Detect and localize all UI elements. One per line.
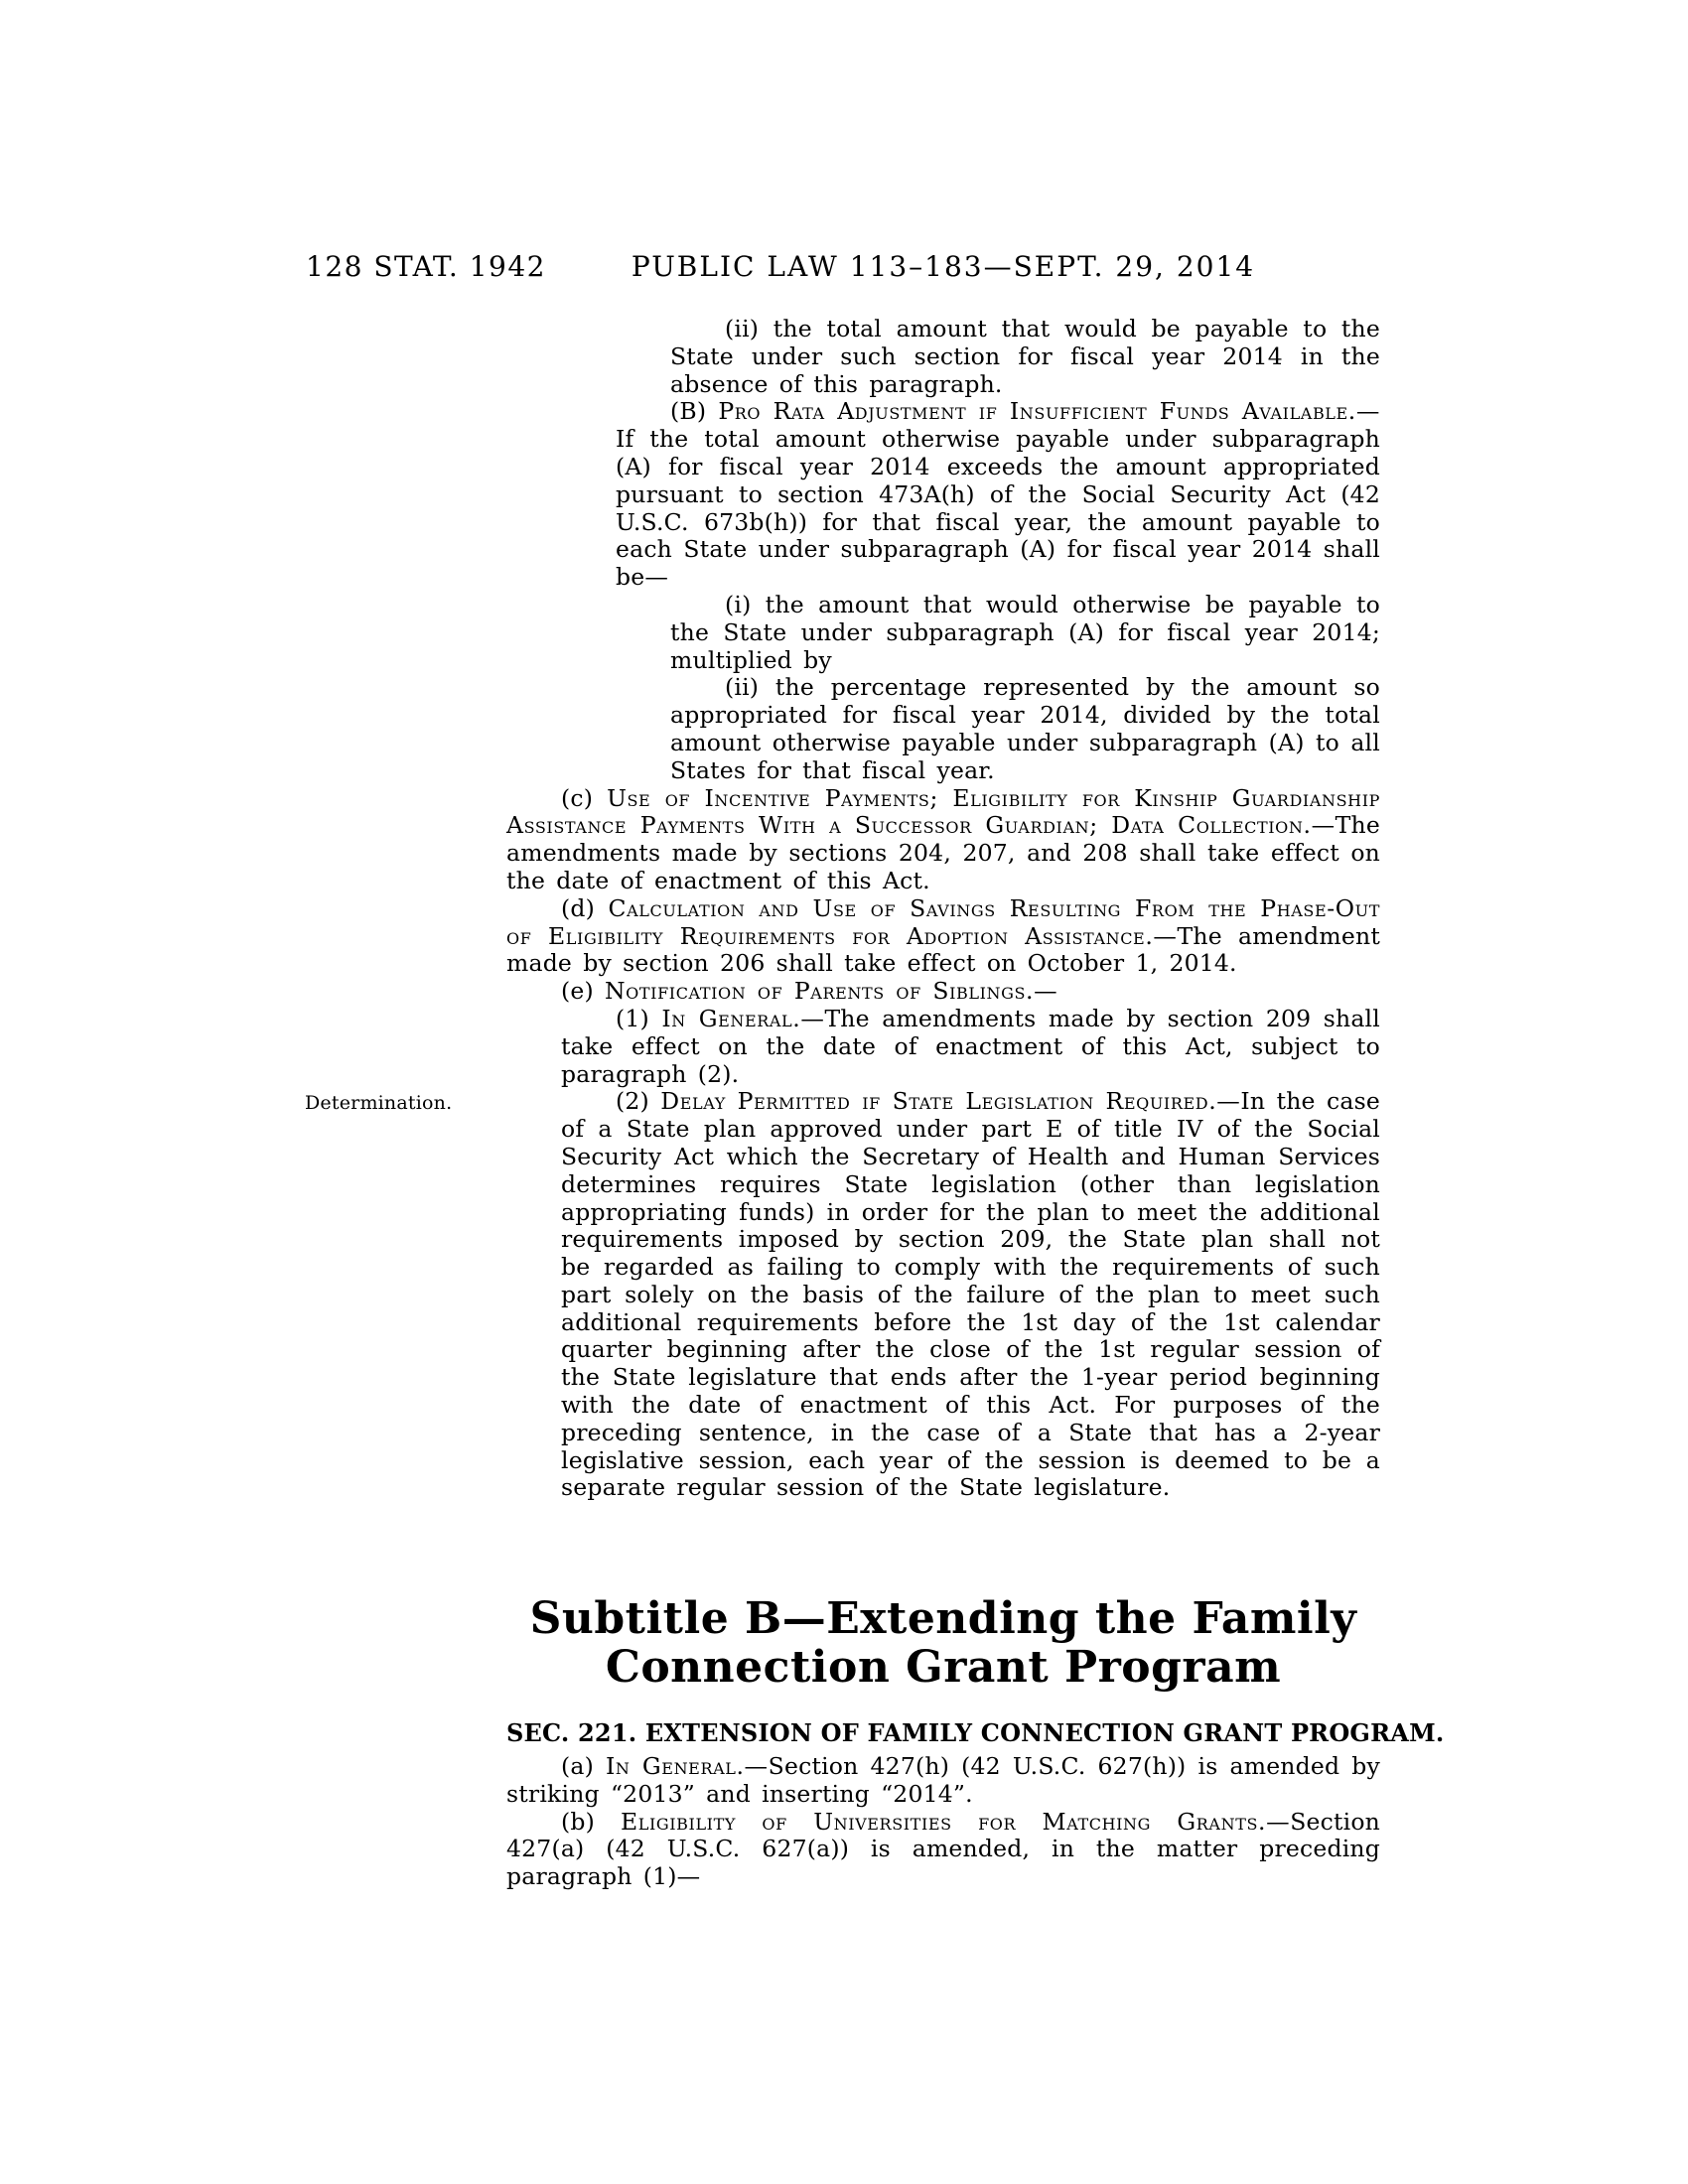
statute-paragraph [506, 1753, 1380, 1809]
text-run: Section 427(a) (42 U.S.C. 627(a)) is amended, in the matter preceding paragraph (1)— [506, 1807, 1381, 1891]
subtitle-heading [506, 1594, 1380, 1692]
text-run: Section 427(h) (42 U.S.C. 627(h)) is amended by striking “2013” and inserting “2014”. [506, 1752, 1380, 1808]
statute-paragraph [506, 1809, 1380, 1891]
text-run: (B) [670, 397, 719, 426]
text-run: (d) [561, 893, 609, 922]
statute-paragraph [305, 1087, 1380, 1502]
text-run: (2) [616, 1087, 661, 1116]
statute-body-upper [305, 315, 1381, 1502]
text-run: (e) [561, 977, 606, 1006]
text-run: (a) [561, 1752, 606, 1780]
statute-paragraph [506, 895, 1380, 978]
margin-note: Determination. [305, 1092, 453, 1115]
statute-paragraph [670, 316, 1380, 398]
small-caps-run: Pro Rata Adjustment if Insufficient Funds Available.— [718, 397, 1380, 426]
statute-paragraph [616, 398, 1380, 592]
text-run: (1) [616, 1004, 662, 1032]
statute-paragraph [670, 674, 1380, 784]
small-caps-run: Eligibility of Universities for Matching Grants.— [620, 1807, 1291, 1836]
public-law-header: PUBLIC LAW 113–183—SEPT. 29, 2014 [631, 250, 1256, 283]
subtitle-heading-line1: Subtitle B—Extending the Family [529, 1593, 1357, 1644]
small-caps-run: Delay Permitted if State Legislation Required.— [660, 1087, 1241, 1116]
text-run: (i) the amount that would otherwise be payable to the State under subparagraph (A) for fiscal year 2014; multiplied by [670, 590, 1380, 674]
statute-body-lower [506, 1753, 1380, 1891]
text-run: If the total amount otherwise payable under subparagraph (A) for fiscal year 2014 exceeds the amount appropriated pursuant to section 473A(h) of the Social Security Act (42 U.S.C. 673b(h)) for that fiscal year, the amount payable to each State under subparagraph (A) for fiscal year 2014 shall be— [616, 425, 1380, 592]
subtitle-heading-line2: Connection Grant Program [605, 1642, 1282, 1693]
text-run: (c) [561, 783, 608, 812]
small-caps-run: Calculation and Use of Savings Resulting From the Phase-Out of Eligibility Requirements for Adoption Assistance.— [506, 893, 1381, 950]
text-run: (ii) the total amount that would be payable to the State under such section for fiscal year 2014 in the absence of this paragraph. [670, 315, 1380, 398]
statute-text-column [305, 315, 1445, 1891]
text-run: The amendments made by sections 204, 207, and 208 shall take effect on the date of enactment of this Act. [506, 811, 1380, 894]
small-caps-run: In General.— [606, 1752, 769, 1780]
text-run: In the case of a State plan approved under part E of title IV of the Social Security Act which the Secretary of Health and Human Services determines requires State legislation (other than legislation appropriating funds) in order for the plan to meet the additional requirements imposed by section 209, the State plan shall not be regarded as failing to comply with the requirements of such part solely on the basis of the failure of the plan to meet such additional requirements before the 1st day of the 1st calendar quarter beginning after the close of the 1st regular session of the State legislature that ends after the 1-year period beginning with the date of enactment of this Act. For purposes of the preceding sentence, in the case of a State that has a 2-year legislative session, each year of the session is deemed to be a separate regular session of the State legislature. [561, 1087, 1380, 1502]
statute-paragraph [506, 978, 1380, 1006]
text-run: (b) [561, 1807, 621, 1836]
statute-paragraph [561, 1006, 1380, 1088]
text-run: The amendment made by section 206 shall take effect on October 1, 2014. [506, 921, 1380, 978]
section-heading: SEC. 221. EXTENSION OF FAMILY CONNECTION GRANT PROGRAM. [506, 1718, 1445, 1747]
text-run: The amendments made by section 209 shall take effect on the date of enactment of this Act, subject to paragraph (2). [561, 1004, 1380, 1088]
small-caps-run: In General.— [661, 1004, 825, 1032]
statute-paragraph [506, 785, 1380, 895]
small-caps-run: Use of Incentive Payments; Eligibility for Kinship Guardianship Assistance Payments With a Successor Guardian; Data Collection.— [506, 783, 1380, 840]
small-caps-run: Notification of Parents of Siblings.— [605, 977, 1058, 1006]
statute-paragraph [670, 592, 1380, 674]
text-run: (ii) the percentage represented by the amount so appropriated for fiscal year 2014, divided by the total amount otherwise payable under subparagraph (A) to all States for that fiscal year. [670, 673, 1380, 784]
stat-page-number: 128 STAT. 1942 [306, 250, 546, 283]
